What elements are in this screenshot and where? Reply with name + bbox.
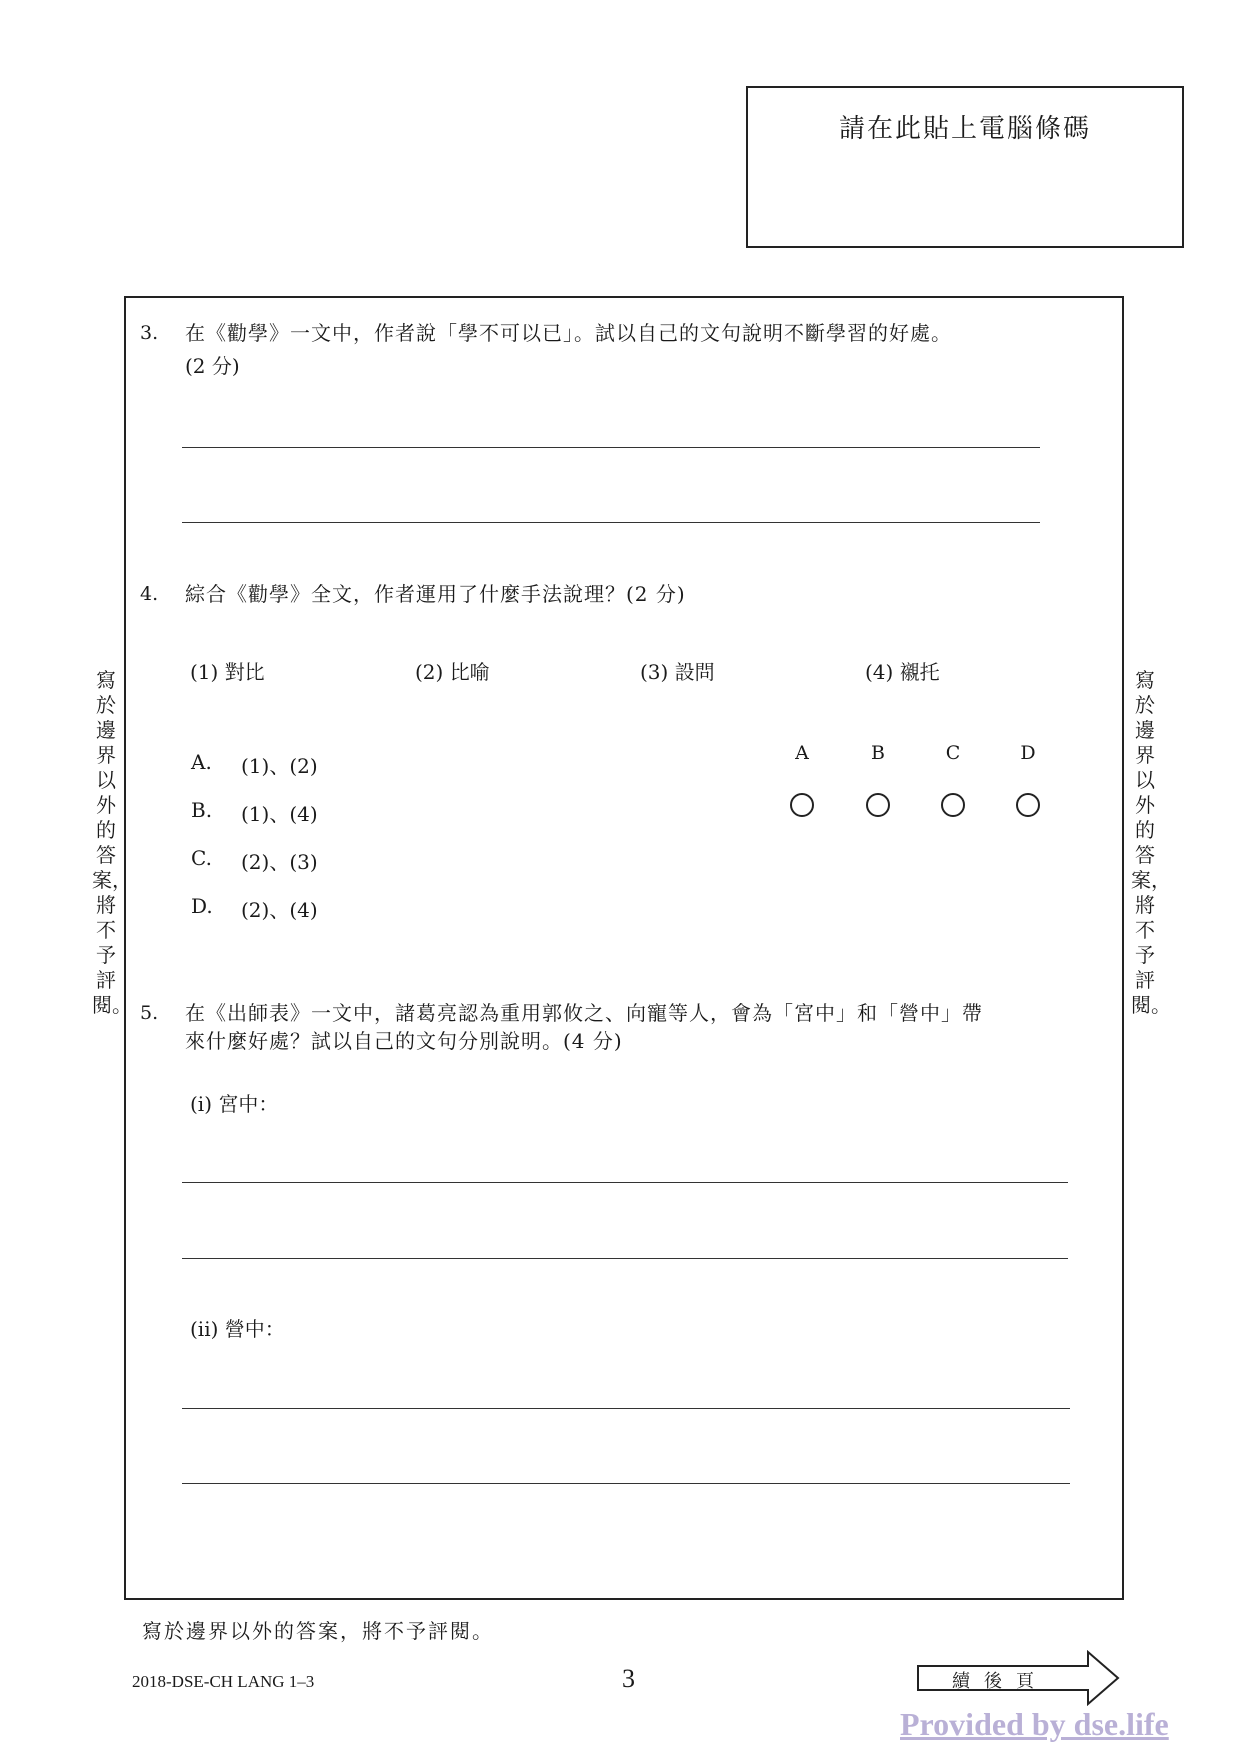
q4-device-2: (2) 比喻 [415,660,490,684]
q4-text: 綜合《勸學》全文，作者運用了什麼手法說理？(2 分) [185,582,686,606]
bubble-letter-c: C [945,742,961,764]
q4-option-c-value: (2)、(3) [241,850,318,874]
q4-device-1: (1) 對比 [190,660,265,684]
q3-number: 3. [140,322,159,344]
bubble-letter-a: A [795,742,809,764]
q4-device-4: (4) 襯托 [865,660,940,684]
q4-option-a-value: (1)、(2) [241,754,318,778]
q5-text-line-2: 來什麼好處？試以自己的文句分別說明。(4 分) [185,1029,623,1053]
right-margin-note: 寫於邊界以外的答案，將不予評閱。 [1131,668,1171,1017]
page-number: 3 [622,1664,635,1693]
watermark: Provided by dse.life [900,1706,1169,1742]
q5-part-ii-label: (ii) 營中： [190,1317,285,1341]
q3-marks: (2 分) [185,354,240,378]
q4-option-c-letter: C. [191,846,212,870]
answer-frame [124,296,1124,1600]
q5-part-i-line-2[interactable] [182,1258,1068,1259]
q4-option-d-letter: D. [191,894,213,918]
answer-bubble-b[interactable] [866,793,890,817]
q3-answer-line-2[interactable] [182,522,1040,523]
answer-bubble-c[interactable] [941,793,965,817]
q4-device-3: (3) 設問 [640,660,715,684]
q5-text-line-1: 在《出師表》一文中，諸葛亮認為重用郭攸之、向寵等人，會為「宮中」和「營中」帶 [185,1001,983,1025]
q5-part-ii-line-1[interactable] [182,1408,1070,1409]
q3-answer-line-1[interactable] [182,447,1040,448]
q5-part-ii-line-2[interactable] [182,1483,1070,1484]
footer-note: 寫於邊界以外的答案，將不予評閱。 [142,1619,494,1643]
q5-part-i-label: (i) 宮中： [190,1092,279,1116]
q4-option-d-value: (2)、(4) [241,898,318,922]
q3-text: 在《勸學》一文中，作者說「學不可以已」。試以自己的文句說明不斷學習的好處。 [185,321,952,345]
q5-number: 5. [140,1002,159,1024]
bubble-letter-b: B [871,742,885,764]
q4-option-b-letter: B. [191,798,213,822]
q4-number: 4. [140,583,159,605]
paper-code: 2018-DSE-CH LANG 1–3 [132,1672,315,1691]
continue-arrow [916,1650,1122,1706]
left-margin-note: 寫於邊界以外的答案，將不予評閱。 [92,668,132,1017]
continue-label: 續後頁 [952,1671,1048,1692]
q4-option-b-value: (1)、(4) [241,802,318,826]
answer-bubble-a[interactable] [790,793,814,817]
q5-part-i-line-1[interactable] [182,1182,1068,1183]
q4-option-a-letter: A. [191,750,212,774]
barcode-box [746,86,1184,248]
barcode-label: 請在此貼上電腦條碼 [838,114,1091,144]
bubble-letter-d: D [1020,742,1036,764]
answer-bubble-d[interactable] [1016,793,1040,817]
